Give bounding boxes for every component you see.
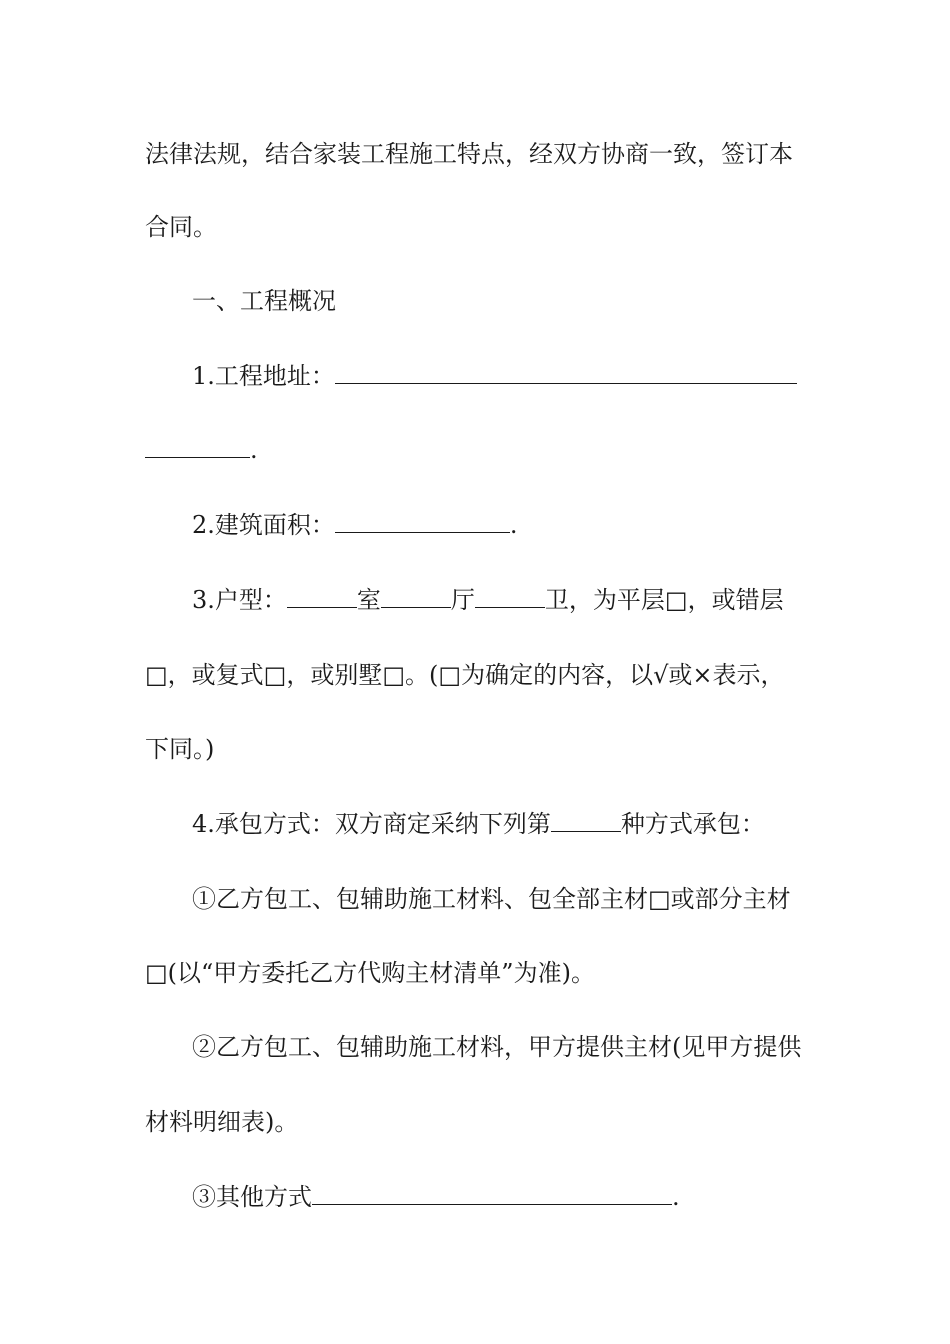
- paragraph-line: 合同。: [145, 213, 217, 241]
- option-one: ①乙方包工、包辅助施工材料、包全部主材□或部分主材: [192, 885, 791, 913]
- other-mode-blank: [312, 1182, 672, 1205]
- item-address-continued: .: [145, 435, 810, 465]
- option-two: ②乙方包工、包辅助施工材料，甲方提供主材(见甲方提供: [192, 1033, 802, 1061]
- item-area: 2.建筑面积： .: [192, 511, 518, 539]
- item-contract-mode: 4.承包方式：双方商定采纳下列第 种方式承包：: [192, 810, 765, 838]
- mode-number-blank: [551, 809, 621, 832]
- option-three: ③其他方式 .: [192, 1183, 680, 1211]
- item-address: [192, 361, 810, 391]
- item-label: 3.户型：: [192, 586, 287, 614]
- address-blank-continued: [145, 435, 250, 458]
- room-count-blank: [287, 585, 357, 608]
- area-blank: [335, 510, 510, 533]
- paragraph-line: 材料明细表)。: [145, 1108, 299, 1136]
- paragraph-line: □(以“甲方委托乙方代购主材清单”为准)。: [145, 959, 595, 987]
- bath-count-blank: [475, 585, 545, 608]
- item-layout: 3.户型： 室 厅 卫，为平层□，或错层: [192, 586, 784, 614]
- paragraph-line: 法律法规，结合家装工程施工特点，经双方协商一致，签订本: [145, 140, 793, 168]
- paragraph-line: □，或复式□，或别墅□。(□为确定的内容，以√或×表示，: [145, 661, 785, 689]
- paragraph-line: 下同。): [145, 735, 215, 763]
- section-title: 一、工程概况: [192, 287, 336, 315]
- item-label: 2.建筑面积：: [192, 511, 335, 539]
- address-blank: [335, 361, 797, 384]
- hall-count-blank: [381, 585, 451, 608]
- item-label: 1.工程地址：: [192, 362, 335, 390]
